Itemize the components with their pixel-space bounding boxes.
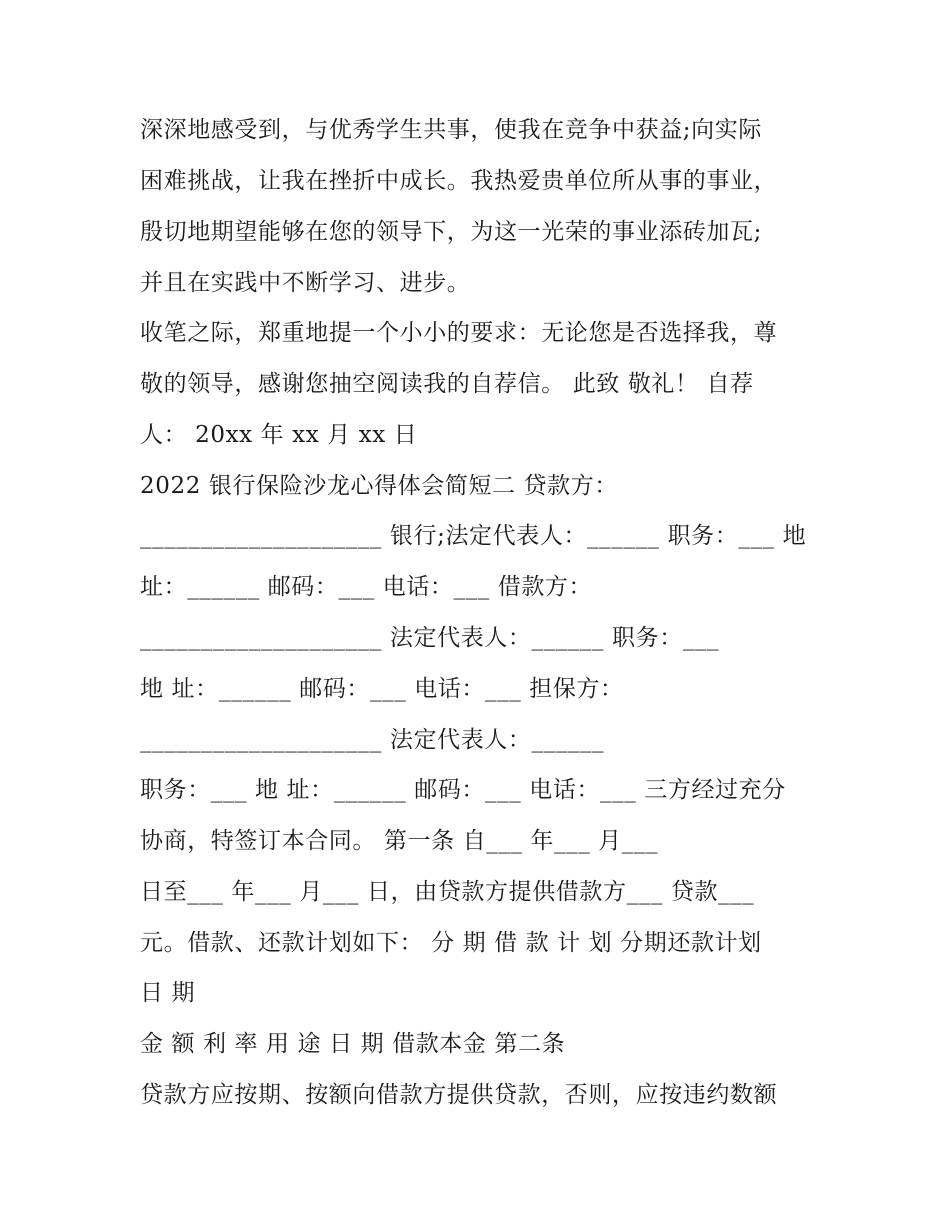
text-line: 地 址：______ 邮码：___ 电话：___ 担保方：	[140, 676, 624, 702]
text-line: 日 期	[140, 980, 196, 1006]
text-line: 殷切地期望能够在您的领导下，为这一光荣的事业添砖加瓦;	[140, 219, 762, 245]
text-line: 贷款方应按期、按额向借款方提供贷款，否则，应按违约数额	[140, 1082, 778, 1108]
text-line: 元。借款、还款计划如下： 分 期 借 款 计 划 分期还款计划	[140, 930, 762, 956]
text-line: 人： 20xx 年 xx 月 xx 日	[140, 422, 418, 448]
text-line: ____________________ 银行;法定代表人：______ 职务：___ 地	[140, 523, 807, 549]
text-line: 深深地感受到，与优秀学生共事，使我在竞争中获益;向实际	[140, 117, 762, 143]
text-line: 收笔之际，郑重地提一个小小的要求：无论您是否选择我，尊	[140, 320, 778, 346]
text-line: ____________________ 法定代表人：______	[140, 727, 605, 753]
text-line: ____________________ 法定代表人：______ 职务：___	[140, 625, 720, 651]
text-line: 2022 银行保险沙龙心得体会简短二 贷款方：	[140, 473, 618, 499]
text-line: 并且在实践中不断学习、进步。	[140, 270, 471, 296]
text-line: 日至___ 年___ 月___ 日，由贷款方提供借款方___ 贷款___	[140, 879, 755, 905]
text-line: 址：______ 邮码：___ 电话：___ 借款方：	[140, 574, 593, 600]
text-line: 职务：___ 地 址：______ 邮码：___ 电话：___ 三方经过充分	[140, 777, 786, 803]
text-line: 金 额 利 率 用 途 日 期 借款本金 第二条	[140, 1031, 566, 1057]
text-line: 敬的领导，感谢您抽空阅读我的自荐信。 此致 敬礼！ 自荐	[140, 371, 754, 397]
text-line: 协商，特签订本合同。 第一条 自___ 年___ 月___	[140, 828, 659, 854]
text-line: 困难挑战，让我在挫折中成长。我热爱贵单位所从事的事业，	[140, 168, 778, 194]
